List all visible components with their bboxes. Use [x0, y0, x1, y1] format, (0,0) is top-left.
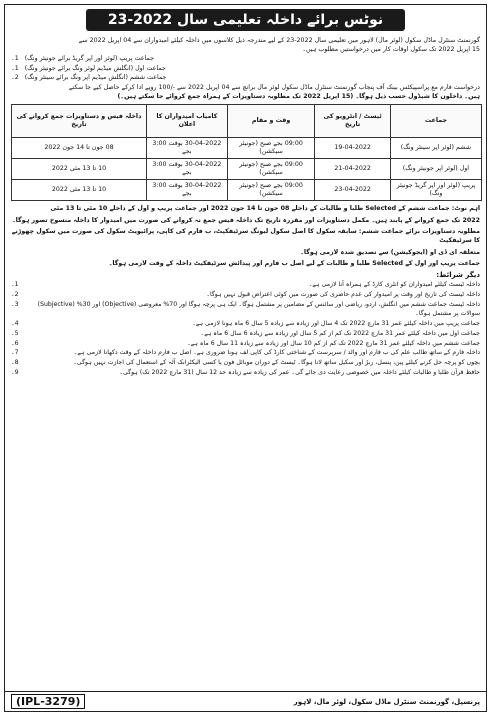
list-text: جماعت ششم (انگلش میڈیم اپر ونگ برائے سینئر ونگ)	[24, 74, 167, 82]
table-cell: 09:00 بجے صبح (جونیئر سیکشن)	[227, 159, 315, 180]
procedure-line: درخواست فارم مع پراسپیکٹس بینک آف پنجاب گورنمنٹ سنٹرل ماڈل سکول لوئر مال برانچ سے 04 اپریل 2022 سے -/100 روپے ادا کرکے حاصل کیے جا سکتے	[68, 83, 480, 91]
condition-num: 8۔	[11, 359, 19, 367]
conditions-title: دیگر شرائط:	[436, 271, 480, 280]
condition-num: 6۔	[11, 339, 19, 347]
condition-text: داخلہ فارم کے ساتھ طالب علم کی ب فارم اور والد / سرپرست کے شناختی کارڈ کی کاپی لف ہونا ضروری ہے۔ اصل ب فارم داخلہ کے وقت دکھانا لازمی ہے۔	[73, 349, 480, 357]
schedule-table	[11, 104, 482, 201]
notice-page	[4, 4, 487, 712]
col-header: کامیاب امیدواران کا اعلان	[146, 105, 227, 138]
condition-item	[5, 330, 486, 339]
procedure-paragraph	[5, 83, 486, 101]
intro-paragraph	[5, 36, 486, 54]
condition-num: 5۔	[11, 329, 19, 337]
note-line: 2022 تک جمع کروانے کے پابند ہیں۔ مکمل دستاویزات اور مقررہ تاریخ تک داخلہ فیس جمع نہ کروانے کی صورت میں امیدوار کا داخلہ منسوخ تصور ہوگا۔	[11, 216, 480, 224]
list-text: جماعت پریپ (لوئر اور اپر گریڈ برائے جونیئر ونگ)	[24, 55, 154, 63]
ipl-code: (IPL-3279)	[11, 694, 85, 709]
condition-text: داخلہ ٹیسٹ کیلئے امیدواران کو انٹری کارڈ کے ہمراہ آنا لازمی ہے۔	[308, 281, 480, 289]
table-cell: 10 تا 13 مئی 2022	[12, 180, 147, 201]
list-item	[11, 64, 472, 74]
col-header: وقت و مقام	[227, 105, 315, 138]
list-item	[11, 73, 472, 83]
table-cell: 08 جون تا 14 جون 2022	[12, 138, 147, 159]
condition-num: 7۔	[11, 349, 19, 357]
table-cell: 30-04-2022 بوقت 3:00 بجے	[146, 180, 227, 201]
footer	[5, 691, 486, 711]
note-line: اہم نوٹ: جماعت ششم کے Selected طلبا و طالبات کے داخلے 08 جون تا 14 جون 2022 اور جماعت پریپ و اول کے داخلے 10 مئی تا 13 مئی	[50, 205, 480, 213]
condition-text: بچوں کو پرچہ حل کرنے کیلئے پین، پنسل، ربڑ اور سکیل ساتھ لانا ہوگا۔ ٹیسٹ کے دوران موبائل فون یا کسی الیکٹرانک آلہ کے استعمال کی اجازت نہیں ہوگی۔	[73, 359, 480, 367]
intro-line: 15 اپریل 2022 تک سکول اوقات کار میں درخواستیں مطلوب ہیں۔	[302, 46, 480, 54]
table-cell: 10 تا 13 مئی 2022	[12, 159, 147, 180]
condition-item	[5, 349, 486, 358]
list-num: 2۔	[11, 74, 19, 82]
intro-line: گورنمنٹ سنٹرل ماڈل سکول (لوئر مال) لاہور میں تعلیمی سال 2022-23 کے لیے مندرجہ ذیل کلاسوں میں داخلہ کیلئے امیدواران سے 04 اپریل 2022 سے	[78, 37, 480, 44]
table-cell: 21-04-2022	[315, 159, 391, 180]
conditions-list	[5, 281, 486, 378]
notice-title: نوٹس برائے داخلہ تعلیمی سال 2022-23	[86, 9, 405, 31]
condition-text: داخلہ ٹیسٹ جماعت ششم میں انگلش، اردو، ریاضی اور سائنس کے مضامین پر مشتمل ہوگا۔ ایک ہی پرچہ ہوگا اور 70% معروضی (Objective) اور 30% (Subjective) سوالات پر مشتمل ہوگا۔	[37, 300, 480, 317]
condition-num: 9۔	[11, 369, 19, 377]
procedure-line: ہیں۔ داخلوں کا شیڈول حسب ذیل ہوگا۔ (15 اپریل 2022 تک مطلوبہ دستاویزات کے ہمراہ جمع کروائے جا سکتے ہیں۔)	[117, 93, 480, 101]
table-row	[12, 159, 482, 180]
table-cell: پریپ (لوئر اور اپر گریڈ جونیئر ونگ)	[390, 180, 481, 201]
table-row	[12, 138, 482, 159]
list-num: 1۔	[11, 55, 19, 63]
notes-section	[5, 204, 486, 268]
condition-num: 4۔	[11, 319, 19, 327]
condition-text: جماعت پریپ میں داخلہ کیلئے عمر 31 مارچ 2022 تک 4 سال اور زیادہ سے زیادہ 5 سال 6 ماہ ہونا لازمی ہے۔	[192, 319, 480, 327]
col-header: داخلہ فیس و دستاویزات جمع کروانے کی تاریخ	[12, 105, 147, 138]
title-wrap	[5, 5, 486, 31]
condition-text: جماعت اول میں داخلہ کیلئے عمر 31 مارچ 2022 تک کم از کم 5 سال اور زیادہ سے زیادہ 6 سال 6 ماہ ہے۔	[200, 329, 480, 337]
table-cell: 09:00 بجے صبح (جونیئر سیکشن)	[227, 180, 315, 201]
condition-item	[5, 340, 486, 349]
condition-item	[5, 320, 486, 329]
table-cell: اول (لوئر اپر جونیئر ونگ)	[390, 159, 481, 180]
condition-item	[5, 281, 486, 290]
condition-num: 2۔	[11, 291, 19, 298]
condition-item	[5, 291, 486, 300]
note-line: متعلقہ ای ڈی او (ایجوکیشن) سے تصدیق شدہ لازمی ہوگا۔	[300, 248, 480, 256]
table-cell: ششم (لوئر اپر سینئر ونگ)	[390, 138, 481, 159]
table-cell: 19-04-2022	[315, 138, 391, 159]
table-cell: 30-04-2022 بوقت 3:00 بجے	[146, 159, 227, 180]
list-text: جماعت اول (انگلش میڈیم لوئر ونگ برائے جونیئر ونگ)	[24, 64, 166, 72]
condition-text: حافظ قرآن طلبا و طالبات کیلئے داخلہ میں خصوصی رعایت دی جائے گی۔ عمر کی زیادہ سے زیادہ حد 12 سال (31 مارچ 2022 تک) ہوگی۔	[119, 369, 480, 377]
table-cell: 30-04-2022 بوقت 3:00 بجے	[146, 138, 227, 159]
condition-item	[5, 369, 486, 378]
list-item	[11, 54, 472, 64]
condition-item	[5, 359, 486, 368]
note-line: مطلوبہ دستاویزات برائے جماعت ششم: سابقہ سکول کا اصل سکول لیونگ سرٹیفکیٹ، ب فارم کی کاپی، پرائیویٹ سکول کی صورت میں سکول چھوڑنے کا سرٹیفکیٹ	[11, 227, 480, 245]
condition-text: داخلہ ٹیسٹ کی تاریخ اور وقت پر امیدوار کی عدم حاضری کی صورت میں کوئی اعتراض قبول نہیں ہوگا۔	[206, 291, 480, 298]
condition-num: 1۔	[11, 281, 19, 289]
list-num: 1۔	[11, 64, 19, 72]
condition-num: 3۔	[11, 300, 19, 308]
note-line: جماعت پریپ اور اول کے Selected طلبا و طالبات کے لیے اصل ب فارم اور پیدائش سرٹیفکیٹ داخلہ کے وقت لازمی ہوگا۔	[108, 259, 480, 267]
col-header: جماعت	[390, 105, 481, 138]
table-header-row	[12, 105, 482, 138]
col-header: ٹیسٹ / انٹرویو کی تاریخ	[315, 105, 391, 138]
table-cell: 09:00 بجے صبح (جونیئر سیکشن)	[227, 138, 315, 159]
principal-signature: پرنسپل، گورنمنٹ سنٹرل ماڈل سکول، لوئر مال، لاہور	[293, 697, 480, 706]
class-list	[5, 54, 486, 83]
condition-text: جماعت ششم میں داخلہ کیلئے عمر 31 مارچ 2022 تک کم از کم 10 سال اور زیادہ سے زیادہ 11 سال 6 ماہ ہے۔	[187, 339, 480, 347]
condition-item	[5, 301, 486, 319]
table-cell: 23-04-2022	[315, 180, 391, 201]
table-row	[12, 180, 482, 201]
